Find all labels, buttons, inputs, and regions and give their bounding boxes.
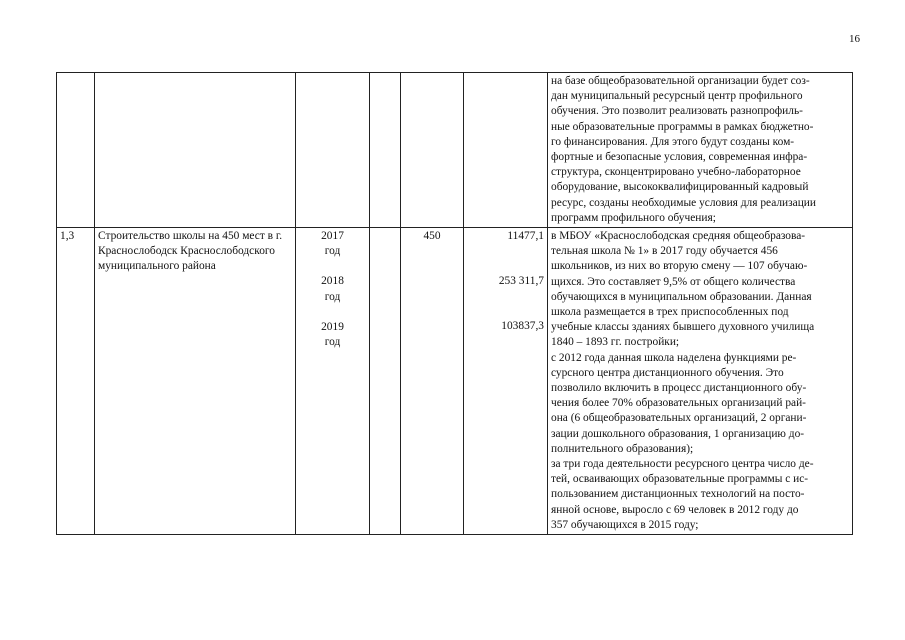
description-line: с 2012 года данная школа наделена функциями ре-	[551, 351, 797, 364]
description-line: дан муниципальный ресурсный центр профильного	[551, 90, 803, 103]
page-number: 16	[849, 33, 860, 45]
cell-extra-empty	[370, 73, 401, 228]
cell-sums	[464, 228, 548, 535]
description-line: оборудование, высококвалифицированный кадровый	[551, 181, 809, 194]
description-line: учебные классы зданиях бывшего духовного училища	[551, 321, 815, 334]
description-line: зации дошкольного образования, 1 организацию до-	[551, 427, 805, 440]
description-line: ные образовательные программы в рамках бюджетно-	[551, 120, 814, 133]
year-entry	[299, 274, 366, 304]
description-line: тей, осваивающих образовательные программы с ис-	[551, 473, 809, 486]
year-entry	[299, 320, 366, 350]
sum-value: 103837,3	[501, 320, 544, 333]
cell-description-continuation	[548, 73, 853, 228]
year-unit: год	[324, 290, 341, 303]
description-line: обучения. Это позволит реализовать разнопрофиль-	[551, 105, 803, 118]
description-line: школа размещается в трех приспособленных под	[551, 306, 789, 319]
description-line: обучающихся в муниципальном образовании. Данная	[551, 290, 812, 303]
cell-year-empty	[296, 73, 370, 228]
description-line: школьников, из них во вторую смену — 107 обучаю-	[551, 260, 808, 273]
description-line: программ профильного обучения;	[551, 211, 716, 224]
capacity-value: 450	[401, 228, 464, 535]
description-line: позволило включить в процесс дистанционного обу-	[551, 382, 807, 395]
description-line: го финансирования. Для этого будут созданы ком-	[551, 135, 795, 148]
description-line: чения более 70% образовательных организаций рай-	[551, 397, 806, 410]
year-entry	[299, 229, 366, 259]
description-line: щихся. Это составляет 9,5% от общего количества	[551, 275, 796, 288]
cell-extra-empty	[370, 228, 401, 535]
description-line: янной основе, выросло с 69 человек в 2012 году до	[551, 503, 799, 516]
program-table	[56, 72, 853, 535]
cell-name-empty	[95, 73, 296, 228]
sum-value: 253 311,7	[498, 275, 544, 288]
cell-capacity-empty	[401, 73, 464, 228]
cell-sum-empty	[464, 73, 548, 228]
description-line: в МБОУ «Краснослободская средняя общеобразова-	[551, 230, 806, 243]
description-line: ресурс, созданы необходимые условия для реализации	[551, 196, 816, 209]
description-line: она (6 общеобразовательных организаций, 2 органи-	[551, 412, 807, 425]
description-line: 1840 – 1893 гг. постройки;	[551, 336, 680, 349]
description-line: структура, сконцентрировано учебно-лабораторное	[551, 166, 801, 179]
project-name: Строительство школы на 450 мест в г. Краснослободск Краснослободского муниципального района	[95, 228, 296, 535]
cell-years	[296, 228, 370, 535]
year-value: 2019	[321, 320, 344, 333]
sum-value: 11477,1	[507, 230, 544, 243]
year-value: 2017	[321, 230, 344, 243]
description-line: тельная школа № 1» в 2017 году обучается 456	[551, 245, 778, 258]
description-line: полнительного образования);	[551, 442, 694, 455]
description-line: за три года деятельности ресурсного центра число де-	[551, 458, 814, 471]
description-line: на базе общеобразовательной организации будет соз-	[551, 75, 810, 87]
table-row-continuation	[57, 73, 853, 228]
description-line: 357 обучающихся в 2015 году;	[551, 518, 699, 531]
cell-description	[548, 228, 853, 535]
description-line: пользованием дистанционных технологий на посто-	[551, 488, 805, 501]
year-unit: год	[324, 336, 341, 349]
description-line: фортные и безопасные условия, современная инфра-	[551, 151, 808, 164]
description-line: сурсного центра дистанционного обучения. Это	[551, 366, 784, 379]
cell-number-empty	[57, 73, 95, 228]
year-value: 2018	[321, 275, 344, 288]
row-number: 1,3	[57, 228, 95, 535]
year-unit: год	[324, 245, 341, 258]
table-row-1-3	[57, 228, 853, 535]
